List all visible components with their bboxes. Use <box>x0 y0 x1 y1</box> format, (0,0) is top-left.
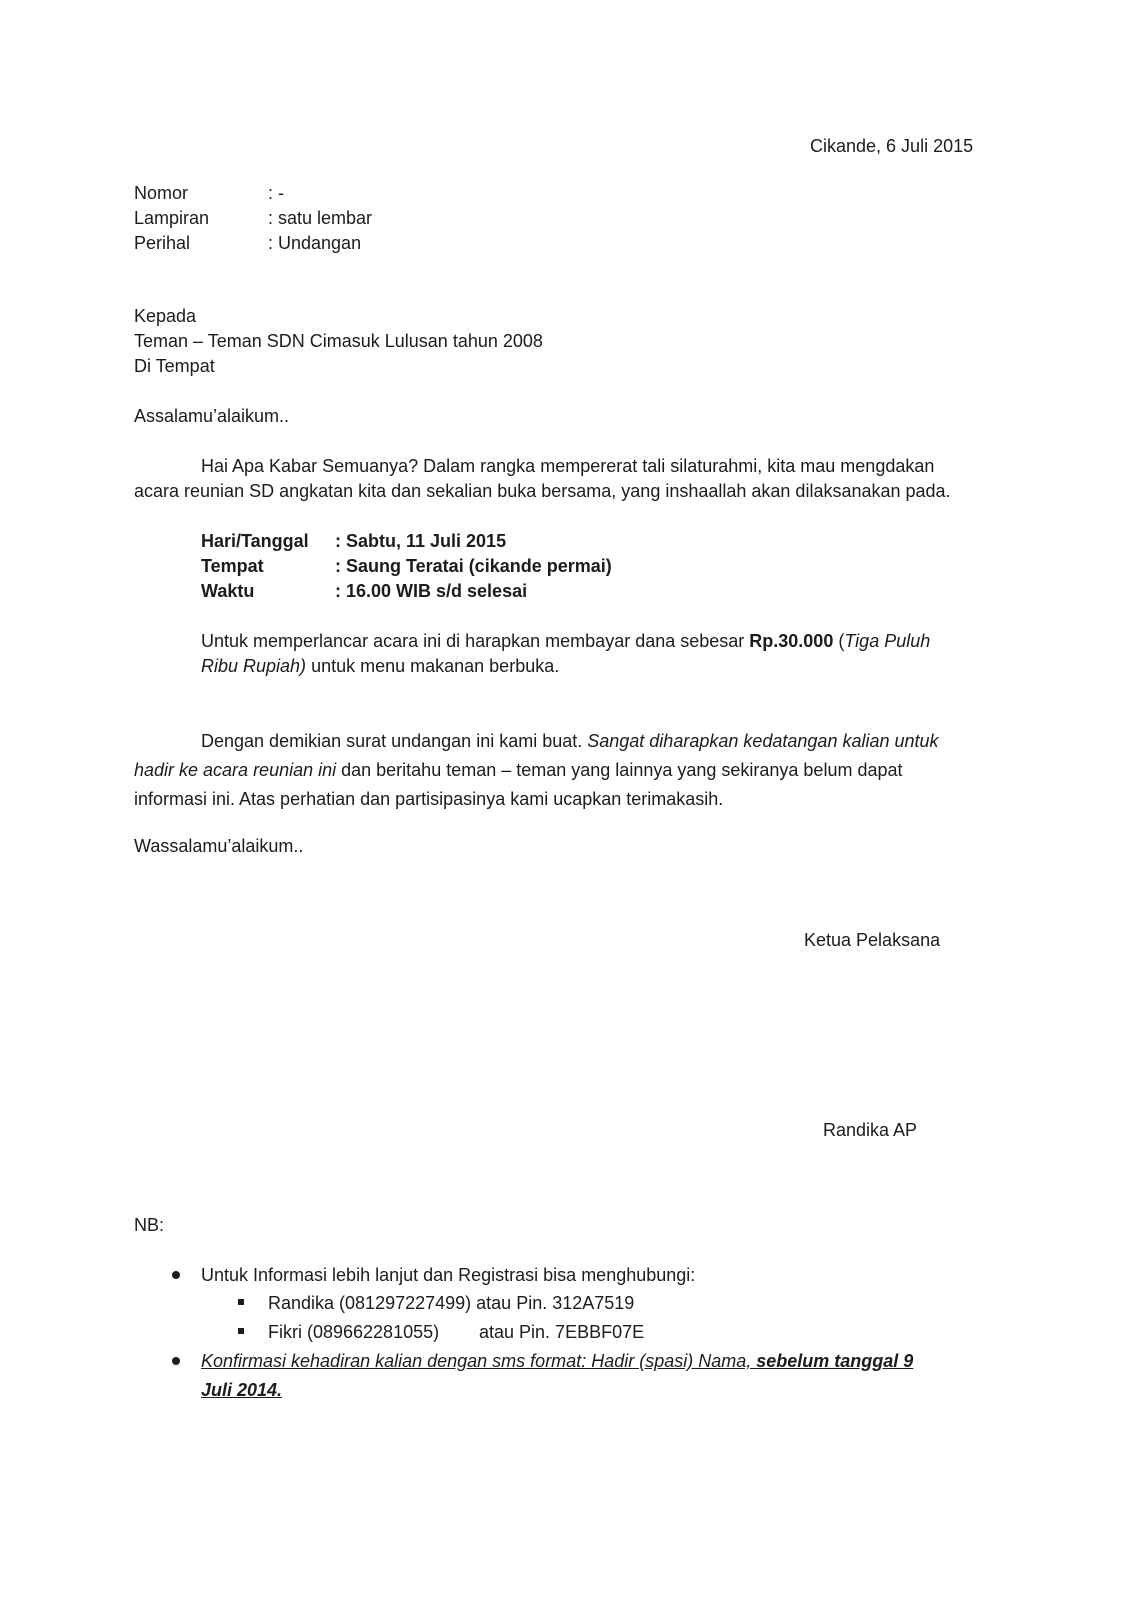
closing-emphasis-cont: hadir ke acara reunian ini <box>134 760 337 780</box>
bullet-icon <box>172 1271 180 1279</box>
field-value-perihal: : Undangan <box>268 233 362 253</box>
field-label-nomor: Nomor <box>134 183 189 203</box>
confirm-deadline: sebelum tanggal 9 <box>756 1351 914 1371</box>
field-value-nomor: : - <box>268 183 284 203</box>
nb-item-info: Untuk Informasi lebih lanjut dan Registrasi bisa menghubungi: <box>201 1265 696 1285</box>
payment-amount: Rp.30.000 <box>749 631 834 651</box>
square-bullet-icon <box>238 1328 244 1334</box>
confirm-text: Konfirmasi kehadiran kalian dengan sms format: Hadir (spasi) Nama, <box>201 1351 757 1371</box>
bullet-icon <box>172 1357 180 1365</box>
contact-fikri: Fikri (089662281055) <box>268 1322 440 1342</box>
nb-item-confirm-line-1 <box>201 1349 913 1374</box>
intro-line-1: Hai Apa Kabar Semuanya? Dalam rangka mempererat tali silaturahmi, kita mau mengdakan <box>201 456 935 476</box>
field-label-lampiran: Lampiran <box>134 208 210 228</box>
closing-text: Dengan demikian surat undangan ini kami buat. <box>201 731 588 751</box>
payment-purpose: untuk menu makanan berbuka. <box>306 656 560 676</box>
nb-item-confirm-line-2: Juli 2014. <box>201 1380 283 1400</box>
closing-line-2 <box>134 758 903 783</box>
salutation: Wassalamu’alaikum.. <box>134 836 304 856</box>
event-label-date: Hari/Tanggal <box>201 531 309 551</box>
closing-line-1 <box>201 729 939 754</box>
payment-text: Untuk memperlancar acara ini di harapkan membayar dana sebesar <box>201 631 750 651</box>
event-value-place: : Saung Teratai (cikande permai) <box>335 556 612 576</box>
square-bullet-icon <box>238 1299 244 1305</box>
closing-text-cont: dan beritahu teman – teman yang lainnya yang sekiranya belum dapat <box>336 760 903 780</box>
greeting: Assalamu’alaikum.. <box>134 406 290 426</box>
event-value-date: : Sabtu, 11 Juli 2015 <box>335 531 507 551</box>
signature-title: Ketua Pelaksana <box>804 930 941 950</box>
intro-line-2: acara reunian SD angkatan kita dan sekalian buka bersama, yang inshaallah akan dilaksanakan pada. <box>134 481 951 501</box>
closing-emphasis: Sangat diharapkan kedatangan kalian untuk <box>587 731 939 751</box>
event-label-time: Waktu <box>201 581 255 601</box>
recipient-line-2: Teman – Teman SDN Cimasuk Lulusan tahun 2008 <box>134 331 543 351</box>
payment-amount-words: Tiga Puluh <box>844 631 931 651</box>
event-value-time: : 16.00 WIB s/d selesai <box>335 581 528 601</box>
contact-randika: Randika (081297227499) atau Pin. 312A7519 <box>268 1293 635 1313</box>
recipient-line-1: Kepada <box>134 306 197 326</box>
payment-amount-words-cont: Ribu Rupiah) <box>201 656 307 676</box>
event-label-place: Tempat <box>201 556 264 576</box>
payment-line-2 <box>201 654 559 679</box>
recipient-line-3: Di Tempat <box>134 356 215 376</box>
contact-fikri-pin: atau Pin. 7EBBF07E <box>479 1322 645 1342</box>
signature-name: Randika AP <box>823 1120 918 1140</box>
nb-label: NB: <box>134 1215 165 1235</box>
payment-line-1 <box>201 629 930 654</box>
field-label-perihal: Perihal <box>134 233 191 253</box>
payment-paren: ( <box>833 631 845 651</box>
field-value-lampiran: : satu lembar <box>268 208 373 228</box>
place-date: Cikande, 6 Juli 2015 <box>810 136 974 156</box>
closing-line-3: informasi ini. Atas perhatian dan partisipasinya kami ucapkan terimakasih. <box>134 789 724 809</box>
